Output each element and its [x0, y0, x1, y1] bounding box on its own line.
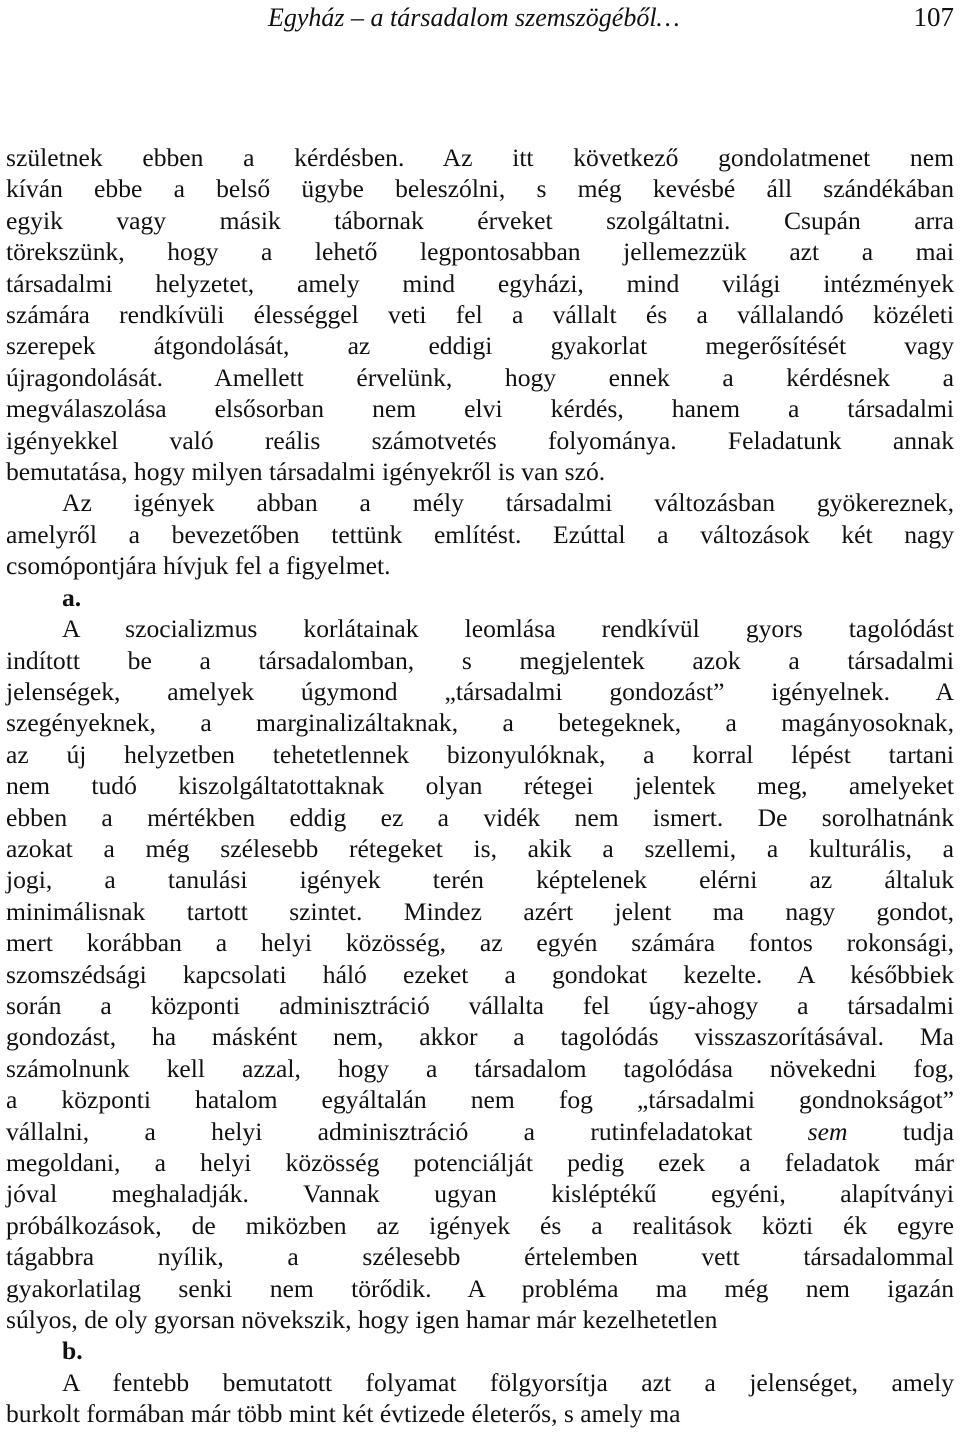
text-line: súlyos, de oly gyorsan növekszik, hogy igen hamar már kezelhetetlen — [6, 1305, 718, 1335]
text-line: csomópontjára hívjuk fel a figyelmet. — [6, 551, 391, 581]
text-line: igényekkel való reális számotvetés folyománya. Feladatunk annak — [6, 425, 954, 455]
text-line: tágabbra nyílik, a szélesebb értelemben vett társadalommal — [6, 1242, 954, 1272]
text-line: újragondolását. Amellett érvelünk, hogy ennek a kérdésnek a — [6, 362, 954, 392]
section-marker-b: b. — [62, 1336, 83, 1366]
text-line: társadalmi helyzetet, amely mind egyházi, mind világi intézmények — [6, 268, 954, 298]
text-line: az új helyzetben tehetetlennek bizonyulóknak, a korral lépést tartani — [6, 739, 954, 769]
text-line: Az igények abban a mély társadalmi változásban gyökereznek, — [62, 488, 954, 518]
text-line: jelenségek, amelyek úgymond „társadalmi gondozást” igényelnek. A — [6, 676, 954, 706]
text-line: bemutatása, hogy milyen társadalmi igényekről is van szó. — [6, 457, 606, 487]
emphasized-word: sem — [807, 1116, 848, 1146]
text-line: születnek ebben a kérdésben. Az itt következő gondolatmenet nem — [6, 143, 954, 172]
text-line: kíván ebbe a belső ügybe beleszólni, s még kevésbé áll szándékában — [6, 174, 954, 204]
text-line: szomszédsági kapcsolati háló ezeket a gondokat kezelte. A későbbiek — [6, 959, 954, 989]
text-line: A fentebb bemutatott folyamat fölgyorsítja azt a jelenséget, amely — [62, 1367, 954, 1397]
text-line-with-emphasis — [6, 1116, 954, 1147]
text-line: törekszünk, hogy a lehető legpontosabban jellemezzük azt a mai — [6, 237, 954, 267]
text-line: jogi, a tanulási igények terén képtelenek elérni az általuk — [6, 865, 954, 895]
text-line: ebben a mértékben eddig ez a vidék nem ismert. De sorolhatnánk — [6, 802, 954, 832]
text-line: gondozást, ha másként nem, akkor a tagolódás visszaszorításával. Ma — [6, 1022, 954, 1052]
text-line: amelyről a bevezetőben tettünk említést. Ezúttal a változások két nagy — [6, 519, 954, 549]
text-line: burkolt formában már több mint két évtizede életerős, s amely ma — [6, 1399, 681, 1429]
text-line: szegényeknek, a marginalizáltaknak, a betegeknek, a magányosoknak, — [6, 708, 954, 738]
text-line: próbálkozások, de miközben az igények és a realitások közti ék egyre — [6, 1210, 954, 1240]
text-line: egyik vagy másik tábornak érveket szolgáltatni. Csupán arra — [6, 205, 954, 235]
page-number: 107 — [913, 2, 954, 32]
text-segment: tudja — [902, 1116, 954, 1146]
running-title: Egyház – a társadalom szemszögéből… — [268, 3, 680, 32]
body-text — [6, 142, 954, 1430]
text-line: minimálisnak tartott szintet. Mindez azért jelent ma nagy gondot, — [6, 896, 954, 926]
text-line: megválaszolása elsősorban nem elvi kérdés, hanem a társadalmi — [6, 394, 954, 424]
running-header — [6, 2, 954, 42]
text-line: számolnunk kell azzal, hogy a társadalom tagolódása növekedni fog, — [6, 1053, 954, 1083]
text-line: azokat a még szélesebb rétegeket is, akik a szellemi, a kulturális, a — [6, 833, 954, 863]
section-marker-a: a. — [62, 582, 82, 612]
text-line: mert korábban a helyi közösség, az egyén számára fontos rokonsági, — [6, 928, 954, 958]
paragraph-3 — [6, 613, 954, 1335]
text-line: gyakorlatilag senki nem törődik. A probléma ma még nem igazán — [6, 1273, 954, 1303]
text-line: indított be a társadalomban, s megjelentek azok a társadalmi — [6, 645, 954, 675]
paragraph-4 — [6, 1367, 954, 1430]
text-line: jóval meghaladják. Vannak ugyan kisléptékű egyéni, alapítványi — [6, 1179, 954, 1209]
text-line: során a központi adminisztráció vállalta fel úgy-ahogy a társadalmi — [6, 990, 954, 1020]
text-line: A szocializmus korlátainak leomlása rendkívül gyors tagolódást — [62, 614, 954, 644]
text-segment: vállalni, a helyi adminisztráció a rutinfeladatokat — [6, 1116, 753, 1146]
document-page — [6, 0, 954, 1430]
text-line: szerepek átgondolását, az eddigi gyakorlat megerősítését vagy — [6, 331, 954, 361]
text-line: megoldani, a helyi közösség potenciálját pedig ezek a feladatok már — [6, 1148, 954, 1177]
text-line: számára rendkívüli élességgel veti fel a vállalt és a vállalandó közéleti — [6, 300, 954, 330]
text-line: nem tudó kiszolgáltatottaknak olyan rétegei jelentek meg, amelyeket — [6, 771, 954, 801]
text-line: a központi hatalom egyáltalán nem fog „társadalmi gondnokságot” — [6, 1085, 954, 1115]
paragraph-1 — [6, 142, 954, 487]
paragraph-2 — [6, 487, 954, 581]
